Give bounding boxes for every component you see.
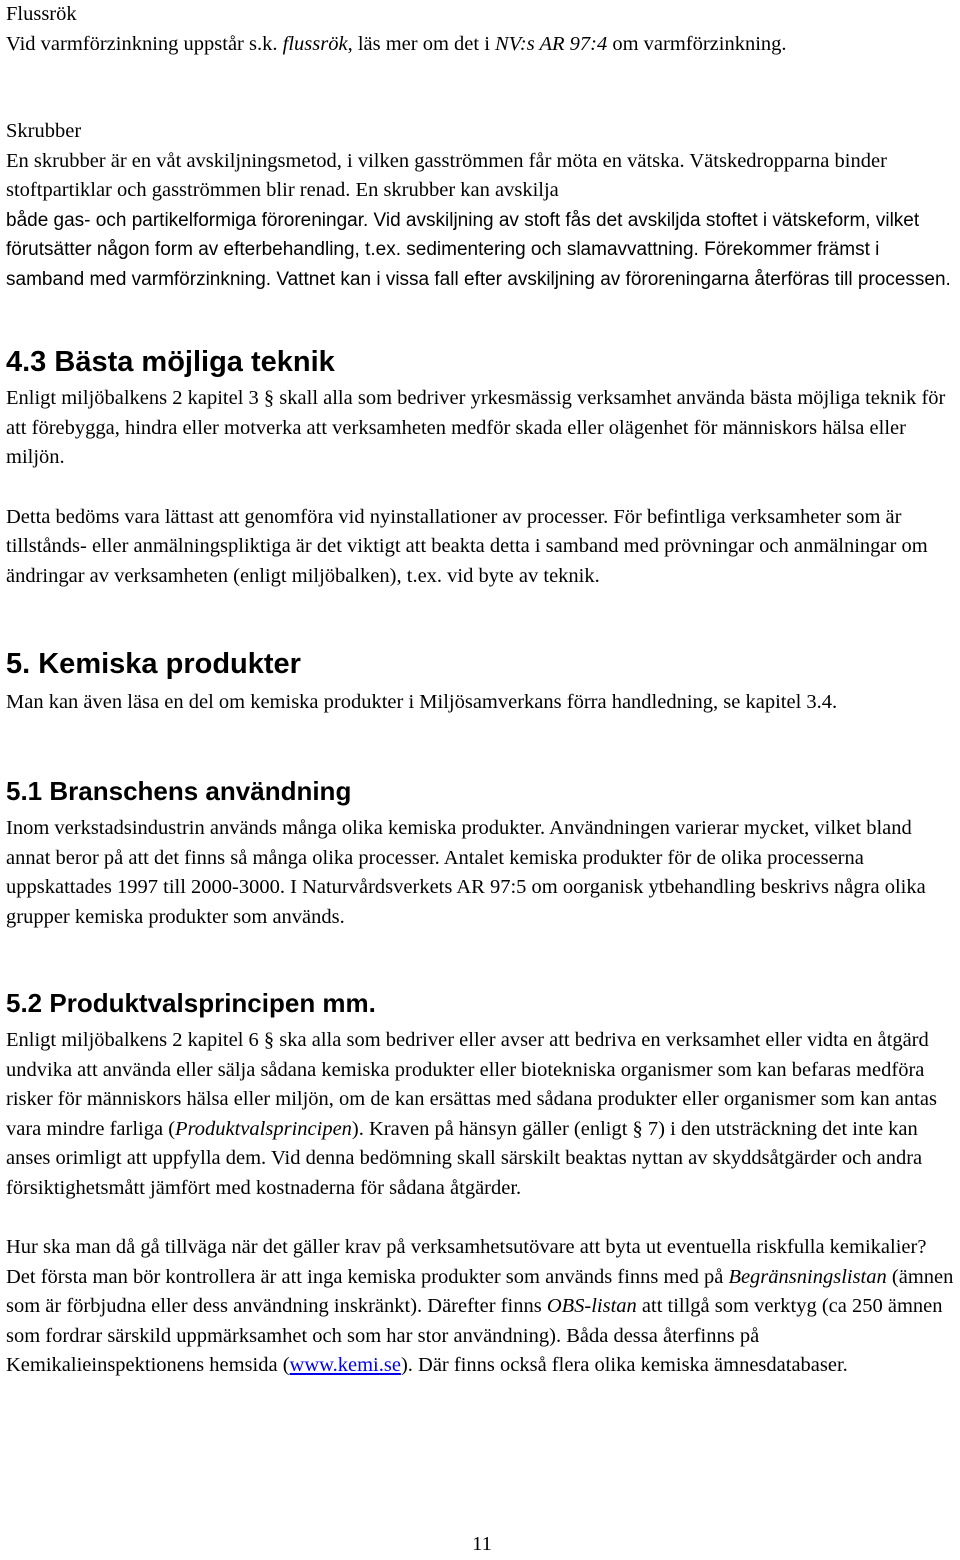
paragraph-skrubber-2: både gas- och partikelformiga föroreningar. Vid avskiljning av stoft fås det avskiljda stoftet i vätskeform, vilket förutsätter någon form av efterbehandling, t.ex. sedimentering och slamavvattning. Förekommer främst i samband med varmförzinkning. Vattnet kan i vissa fall efter avskiljning av föroreningarna återföras till processen. bbox=[6, 209, 951, 290]
paragraph-5-1-1: Inom verkstadsindustrin används många olika kemiska produkter. Användningen varierar mycket, vilket bland annat beror på att det finns så många olika processer. Antalet kemiska produkter för de olika processerna uppskattades 1997 till 2000-3000. I Naturvårdsverkets AR 97:5 om oorganisk ytbehandling beskrivs några olika grupper kemiska produkter som används. bbox=[6, 817, 926, 928]
paragraph-5-1: Man kan även läsa en del om kemiska produkter i Miljösamverkans förra handledning, se kapitel 3.4. bbox=[6, 691, 838, 713]
text-italic: Begränsningslistan bbox=[728, 1265, 887, 1288]
section-5 bbox=[6, 688, 958, 718]
text-italic: OBS-listan bbox=[546, 1295, 637, 1317]
text-run: ). Där finns också flera olika kemiska ämnesdatabaser. bbox=[400, 1354, 848, 1376]
section-4-3 bbox=[6, 384, 958, 591]
heading-5-1: 5.1 Branschens användning bbox=[6, 776, 352, 806]
text-run: om varmförzinkning. bbox=[607, 32, 787, 55]
paragraph-5-2-2 bbox=[6, 1233, 958, 1381]
text-run: Hur ska man då gå tillväga när det gäller krav på verksamhetsutövare att byta ut eventuella riskfulla kemikalier? Det första man bör kontrollera är att inga kemiska produkter som används finns med på bbox=[6, 1236, 927, 1288]
paragraph-4-3-2: Detta bedöms vara lättast att genomföra vid nyinstallationer av processer. För befintliga verksamheter som är tillstånds- eller anmälningspliktiga är det viktigt att beakta detta i samband med prövningar och anmälningar om ändringar av verksamheten (enligt miljöbalken), t.ex. vid byte av teknik. bbox=[6, 505, 928, 587]
section-5-1 bbox=[6, 814, 958, 932]
text-italic: flussrök bbox=[282, 32, 348, 55]
kemi-website-link[interactable]: www.kemi.se bbox=[289, 1354, 401, 1376]
text-run: att tillgå som verktyg (ca 250 ämnen som fordrar särskild uppmärksamhet och som har stor användning). Båda dessa återfinns på Kemikalieinspektionens hemsida ( bbox=[6, 1295, 943, 1376]
section-5-2 bbox=[6, 1026, 958, 1381]
reference-italic: NV:s AR 97:4 bbox=[495, 32, 608, 55]
text-run: ). Kraven på hänsyn gäller (enligt § 7) i den utsträckning det inte kan anses orimligt att uppfylla dem. Vid denna bedömning skall särskilt beaktas nyttan av skyddsåtgärder och andra försiktighetsmått jämfört med kostnaderna för sådana åtgärder. bbox=[6, 1117, 923, 1199]
text-run: , läs mer om det i bbox=[347, 32, 496, 55]
paragraph-4-3-1: Enligt miljöbalkens 2 kapitel 3 § skall alla som bedriver yrkesmässig verksamhet använda bästa möjliga teknik för att förebygga, hindra eller motverka att verksamheten medför skada eller olägenhet för människors hälsa eller miljön. bbox=[6, 387, 946, 468]
section-skrubber bbox=[6, 117, 958, 294]
heading-5: 5. Kemiska produkter bbox=[6, 648, 301, 680]
text-run: Vid varmförzinkning uppstår s.k. bbox=[6, 32, 283, 55]
heading-4-3: 4.3 Bästa möjliga teknik bbox=[6, 346, 335, 378]
text-italic: Produktvalsprincipen bbox=[175, 1117, 352, 1140]
section-flussrok bbox=[6, 0, 958, 59]
paragraph-skrubber-1: En skrubber är en våt avskiljningsmetod, i vilken gasströmmen får möta en vätska. Vätskedropparna binder stoftpartiklar och gasströmmen blir renad. En skrubber kan avskilja bbox=[6, 149, 887, 201]
heading-5-2: 5.2 Produktvalsprincipen mm. bbox=[6, 988, 376, 1018]
paragraph-flussrok bbox=[6, 30, 806, 60]
paragraph-5-2-1 bbox=[6, 1026, 958, 1203]
text-run: Enligt miljöbalkens 2 kapitel 6 § ska alla som bedriver eller avser att bedriva en verksamhet eller vidta en åtgärd undvika att använda eller sälja sådana kemiska produkter eller biotekniska organismer som kan befaras medföra risker för människors hälsa eller miljön, om de kan ersättas med sådana produkter eller organismer som kan antas vara mindre farliga ( bbox=[6, 1029, 937, 1140]
page-number: 11 bbox=[472, 1533, 492, 1555]
section-title-skrubber: Skrubber bbox=[6, 120, 82, 142]
section-title-flussrok: Flussrök bbox=[6, 3, 77, 25]
text-run: (ämnen som är förbjudna eller dess användning inskränkt). Därefter finns bbox=[6, 1265, 954, 1317]
